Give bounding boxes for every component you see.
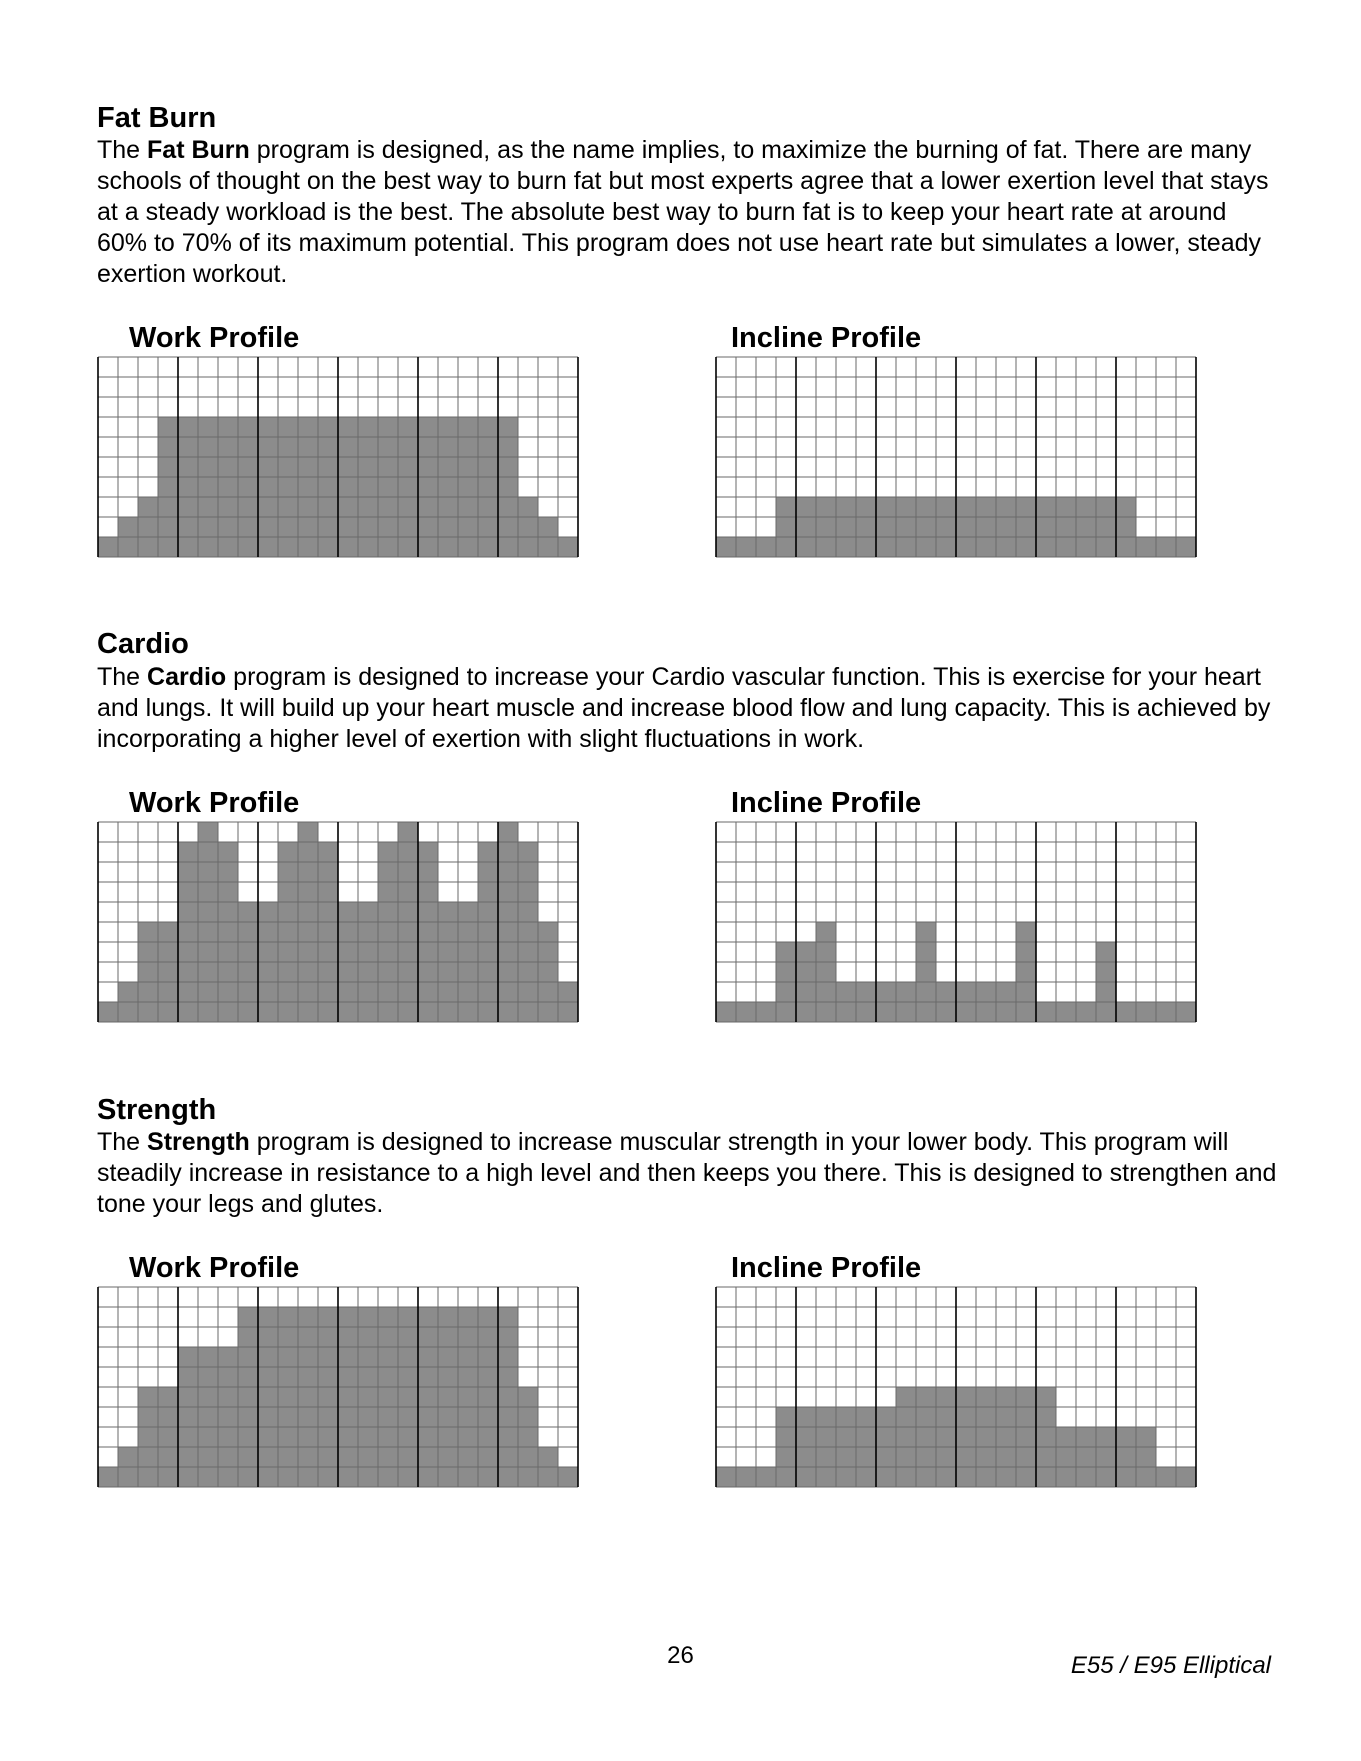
profile-bar: [98, 537, 118, 557]
profile-bar: [338, 1307, 358, 1487]
cardio-incline-profile-chart: [715, 822, 1197, 1022]
profile-bar: [916, 1387, 936, 1487]
profile-bar: [716, 1002, 736, 1022]
incline-profile-label: Incline Profile: [731, 1252, 922, 1284]
profile-bar: [1076, 1427, 1096, 1487]
profile-bar: [358, 417, 378, 557]
profile-bar: [896, 1387, 916, 1487]
profile-bar: [1076, 497, 1096, 557]
profile-bar: [716, 1467, 736, 1487]
profile-bar: [138, 1387, 158, 1487]
work-profile-label: Work Profile: [129, 1252, 300, 1284]
profile-bar: [238, 1307, 258, 1487]
profile-bar: [1056, 1427, 1076, 1487]
profile-bar: [558, 537, 578, 557]
profile-bar: [736, 1467, 756, 1487]
profile-bar: [936, 1387, 956, 1487]
body-lead: The: [97, 1128, 148, 1156]
work-profile-label: Work Profile: [129, 322, 300, 354]
profile-bar: [158, 417, 178, 557]
profile-bar: [478, 417, 498, 557]
cardio-work-profile-chart: [97, 822, 579, 1022]
profile-bar: [138, 922, 158, 1022]
profile-bar: [218, 1347, 238, 1487]
profile-bar: [318, 417, 338, 557]
profile-bar: [916, 497, 936, 557]
profile-bar: [278, 417, 298, 557]
profile-bar: [278, 842, 298, 1022]
profile-bar: [138, 497, 158, 557]
profile-bar: [198, 417, 218, 557]
profile-bar: [178, 1347, 198, 1487]
profile-bar: [198, 1347, 218, 1487]
profile-bar: [518, 842, 538, 1022]
profile-bar: [518, 497, 538, 557]
profile-bar: [438, 417, 458, 557]
body-bold-term: Strength: [147, 1128, 250, 1156]
profile-bar: [418, 417, 438, 557]
profile-bar: [498, 417, 518, 557]
profile-bar: [278, 1307, 298, 1487]
fat-burn-incline-profile-chart: [715, 357, 1197, 557]
profile-bar: [418, 842, 438, 1022]
body-bold-term: Fat Burn: [147, 136, 250, 164]
profile-bar: [876, 497, 896, 557]
profile-bar: [398, 1307, 418, 1487]
profile-bar: [1156, 1002, 1176, 1022]
incline-profile-label: Incline Profile: [731, 787, 922, 819]
page-number: 26: [667, 1642, 694, 1669]
fat-burn-work-profile-chart: [97, 357, 579, 557]
profile-bar: [478, 1307, 498, 1487]
profile-bar: [996, 497, 1016, 557]
profile-bar: [478, 842, 498, 1022]
profile-bar: [1096, 1427, 1116, 1487]
section-body-fat-burn: [97, 135, 1277, 290]
profile-bar: [1116, 497, 1136, 557]
profile-bar: [98, 1002, 118, 1022]
profile-bar: [1076, 1002, 1096, 1022]
profile-bar: [1116, 1002, 1136, 1022]
profile-bar: [178, 417, 198, 557]
profile-bar: [338, 417, 358, 557]
profile-bar: [996, 1387, 1016, 1487]
profile-bar: [1056, 497, 1076, 557]
incline-profile-label: Incline Profile: [731, 322, 922, 354]
profile-bar: [298, 1307, 318, 1487]
profile-bar: [1056, 1002, 1076, 1022]
profile-bar: [756, 1467, 776, 1487]
profile-bar: [458, 1307, 478, 1487]
body-rest: program is designed to increase your Cardio vascular function. This is exercise for your heart and lungs. It will build up your heart muscle and increase blood flow and lung capacity. This is achieved by incorporating a higher level of exertion with slight fluctuations in work.: [97, 663, 1271, 753]
profile-bar: [378, 1307, 398, 1487]
profile-bar: [816, 922, 836, 1022]
profile-bar: [1176, 1002, 1196, 1022]
profile-bar: [378, 842, 398, 1022]
profile-bar: [418, 1307, 438, 1487]
profile-bar: [1036, 1002, 1056, 1022]
profile-bar: [538, 922, 558, 1022]
profile-bar: [1016, 1387, 1036, 1487]
profile-bar: [1176, 537, 1196, 557]
profile-bar: [1016, 922, 1036, 1022]
profile-bar: [1156, 537, 1176, 557]
profile-bar: [238, 417, 258, 557]
profile-bar: [518, 1387, 538, 1487]
strength-work-profile-chart: [97, 1287, 579, 1487]
profile-bar: [298, 417, 318, 557]
profile-bar: [916, 922, 936, 1022]
profile-bar: [378, 417, 398, 557]
profile-bar: [98, 1467, 118, 1487]
profile-bar: [816, 497, 836, 557]
strength-incline-profile-chart: [715, 1287, 1197, 1487]
profile-bar: [178, 842, 198, 1022]
section-title-cardio: Cardio: [97, 628, 189, 660]
profile-bar: [498, 1307, 518, 1487]
body-rest: program is designed to increase muscular strength in your lower body. This program will steadily increase in resistance to a high level and then keeps you there. This is designed to strengthen and tone your legs and glutes.: [97, 1128, 1277, 1218]
section-title-fat-burn: Fat Burn: [97, 102, 217, 134]
profile-bar: [158, 1387, 178, 1487]
profile-bar: [1156, 1467, 1176, 1487]
profile-bar: [1096, 497, 1116, 557]
profile-bar: [936, 497, 956, 557]
profile-bar: [358, 1307, 378, 1487]
work-profile-label: Work Profile: [129, 787, 300, 819]
profile-bar: [398, 417, 418, 557]
profile-bar: [1136, 1427, 1156, 1487]
profile-bar: [318, 842, 338, 1022]
profile-bar: [956, 497, 976, 557]
section-body-strength: [97, 1127, 1277, 1220]
profile-bar: [756, 537, 776, 557]
profile-bar: [716, 537, 736, 557]
profile-bar: [558, 1467, 578, 1487]
document-title: E55 / E95 Elliptical: [1070, 1652, 1271, 1679]
profile-bar: [1016, 497, 1036, 557]
profile-bar: [218, 417, 238, 557]
profile-bar: [158, 922, 178, 1022]
profile-bar: [776, 497, 796, 557]
profile-bar: [956, 1387, 976, 1487]
profile-bar: [218, 842, 238, 1022]
profile-bar: [1036, 497, 1056, 557]
profile-bar: [756, 1002, 776, 1022]
section-body-cardio: [97, 662, 1277, 755]
profile-bar: [1116, 1427, 1136, 1487]
profile-bar: [976, 497, 996, 557]
profile-bar: [258, 417, 278, 557]
profile-bar: [438, 1307, 458, 1487]
body-lead: The: [97, 663, 148, 691]
profile-bar: [736, 1002, 756, 1022]
profile-bar: [856, 497, 876, 557]
profile-bar: [896, 497, 916, 557]
profile-bar: [1176, 1467, 1196, 1487]
profile-bar: [796, 497, 816, 557]
body-rest: program is designed, as the name implies, to maximize the burning of fat. There are many schools of thought on the best way to burn fat but most experts agree that a lower exertion level that stays at a steady workload is the best. The absolute best way to burn fat is to keep your heart rate at around 60% to 70% of its maximum potential. This program does not use heart rate but simulates a lower, steady exertion workout.: [97, 136, 1269, 288]
profile-bar: [1136, 1002, 1156, 1022]
profile-bar: [976, 1387, 996, 1487]
profile-bar: [836, 497, 856, 557]
profile-bar: [1136, 537, 1156, 557]
profile-bar: [1036, 1387, 1056, 1487]
profile-bar: [318, 1307, 338, 1487]
body-lead: The: [97, 136, 148, 164]
profile-bar: [458, 417, 478, 557]
profile-bar: [258, 1307, 278, 1487]
profile-bar: [736, 537, 756, 557]
section-title-strength: Strength: [97, 1094, 217, 1126]
body-bold-term: Cardio: [147, 663, 227, 691]
